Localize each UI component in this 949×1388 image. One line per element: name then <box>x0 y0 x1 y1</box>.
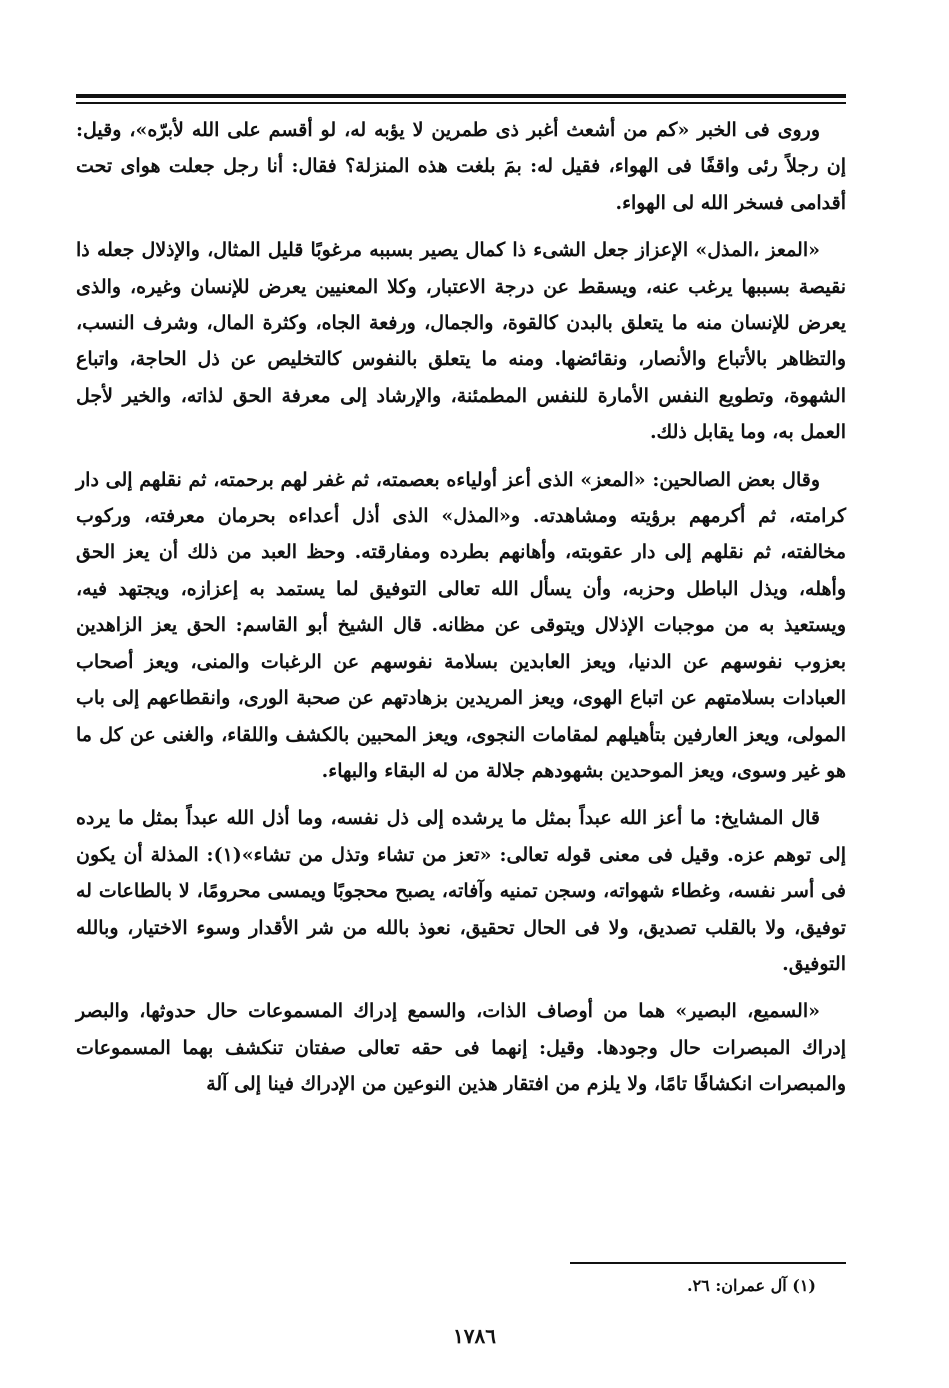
footnote-rule <box>570 1262 846 1264</box>
header-rule-thick <box>76 94 846 98</box>
paragraph: وروى فى الخبر «كم من أشعث أغبر ذى طمرين لا يؤبه له، لو أقسم على الله لأبرّه»، وقيل: إن رجلاً رئى واقفًا فى الهواء، فقيل له: بمَ بلغت هذه المنزلة؟ فقال: أنا رجل جعلت هواى تحت أقدامى فسخر الله لى الهواء. <box>76 119 846 214</box>
paragraph: وقال بعض الصالحين: «المعز» الذى أعز أولياءه بعصمته، ثم غفر لهم برحمته، ثم نقلهم إلى دار كرامته، ثم أكرمهم برؤيته ومشاهدته. و«المذل» الذى أذل أعداءه بحرمان معرفته، وركوب مخالفته، ثم نقلهم إلى دار عقوبته، وأهانهم بطرده ومفارقته. وحظ العبد من ذلك أن يعز الحق وأهله، ويذل الباطل وحزبه، وأن يسأل الله تعالى التوفيق لما يستمد به إعزازه، ويجتهد فيه، ويستعيذ به من موجبات الإذلال ويتوقى عن مظانه. قال الشيخ أبو القاسم: الحق يعز الزاهدين بعزوب نفوسهم عن الدنيا، ويعز العابدين بسلامة نفوسهم عن الرغبات والمنى، ويعز أصحاب العبادات بسلامتهم عن اتباع الهوى، ويعز المريدين بزهادتهم عن صحبة الورى، وانقطاعهم إلى باب المولى، ويعز العارفين بتأهيلهم لمقامات النجوى، ويعز المحبين بالكشف واللقاء، والغنى عن كل ما هو غير وسوى، ويعز الموحدين بشهودهم جلالة من له البقاء والبهاء. <box>76 468 846 782</box>
body-text <box>76 112 846 1114</box>
header-rule-thin <box>76 102 846 104</box>
paragraph: قال المشايخ: ما أعز الله عبداً بمثل ما يرشده إلى ذل نفسه، وما أذل الله عبداً بمثل ما يرده إلى توهم عزه. وقيل فى معنى قوله تعالى: «تعز من تشاء وتذل من تشاء»(١): المذلة أن يكون فى أسر نفسه، وغطاء شهواته، وسجن تمنيه وآفاته، يصبح محجوبًا ويمسى محرومًا، لا بالطاعات له توفيق، ولا بالقلب تصديق، ولا فى الحال تحقيق، نعوذ بالله من شر الأقدار وسوء الاختيار، وبالله التوفيق. <box>76 807 846 975</box>
paragraph: «السميع، البصير» هما من أوصاف الذات، والسمع إدراك المسموعات حال حدوثها، والبصر إدراك المبصرات حال وجودها. وقيل: إنهما فى حقه تعالى صفتان تنكشف بهما المسموعات والمبصرات انكشافًا تامًا، ولا يلزم من افتقار هذين النوعين من الإدراك فينا إلى آلة <box>76 1000 846 1096</box>
footnote: (١) آل عمران: ٢٦. <box>686 1276 816 1295</box>
page-number: ١٧٨٦ <box>453 1324 496 1348</box>
paragraph: «المعز ،المذل» الإعزاز جعل الشىء ذا كمال يصير بسببه مرغوبًا قليل المثال، والإذلال جعله ذا نقيصة بسببها يرغب عنه، ويسقط عن درجة الاعتبار، وكلا المعنيين يعرض للإنسان وغيره، والذى يعرض للإنسان منه ما يتعلق بالبدن كالقوة، والجمال، ورفعة الجاه، وكثرة المال، وشرف النسب، والتظاهر بالأتباع والأنصار، ونقائضها. ومنه ما يتعلق بالنفوس كالتخليص عن ذل الحاجة، واتباع الشهوة، وتطويع النفس الأمارة للنفس المطمئنة، والإرشاد إلى معرفة الحق لذاته، والخير لأجل العمل به، وما يقابل ذلك. <box>76 239 846 444</box>
